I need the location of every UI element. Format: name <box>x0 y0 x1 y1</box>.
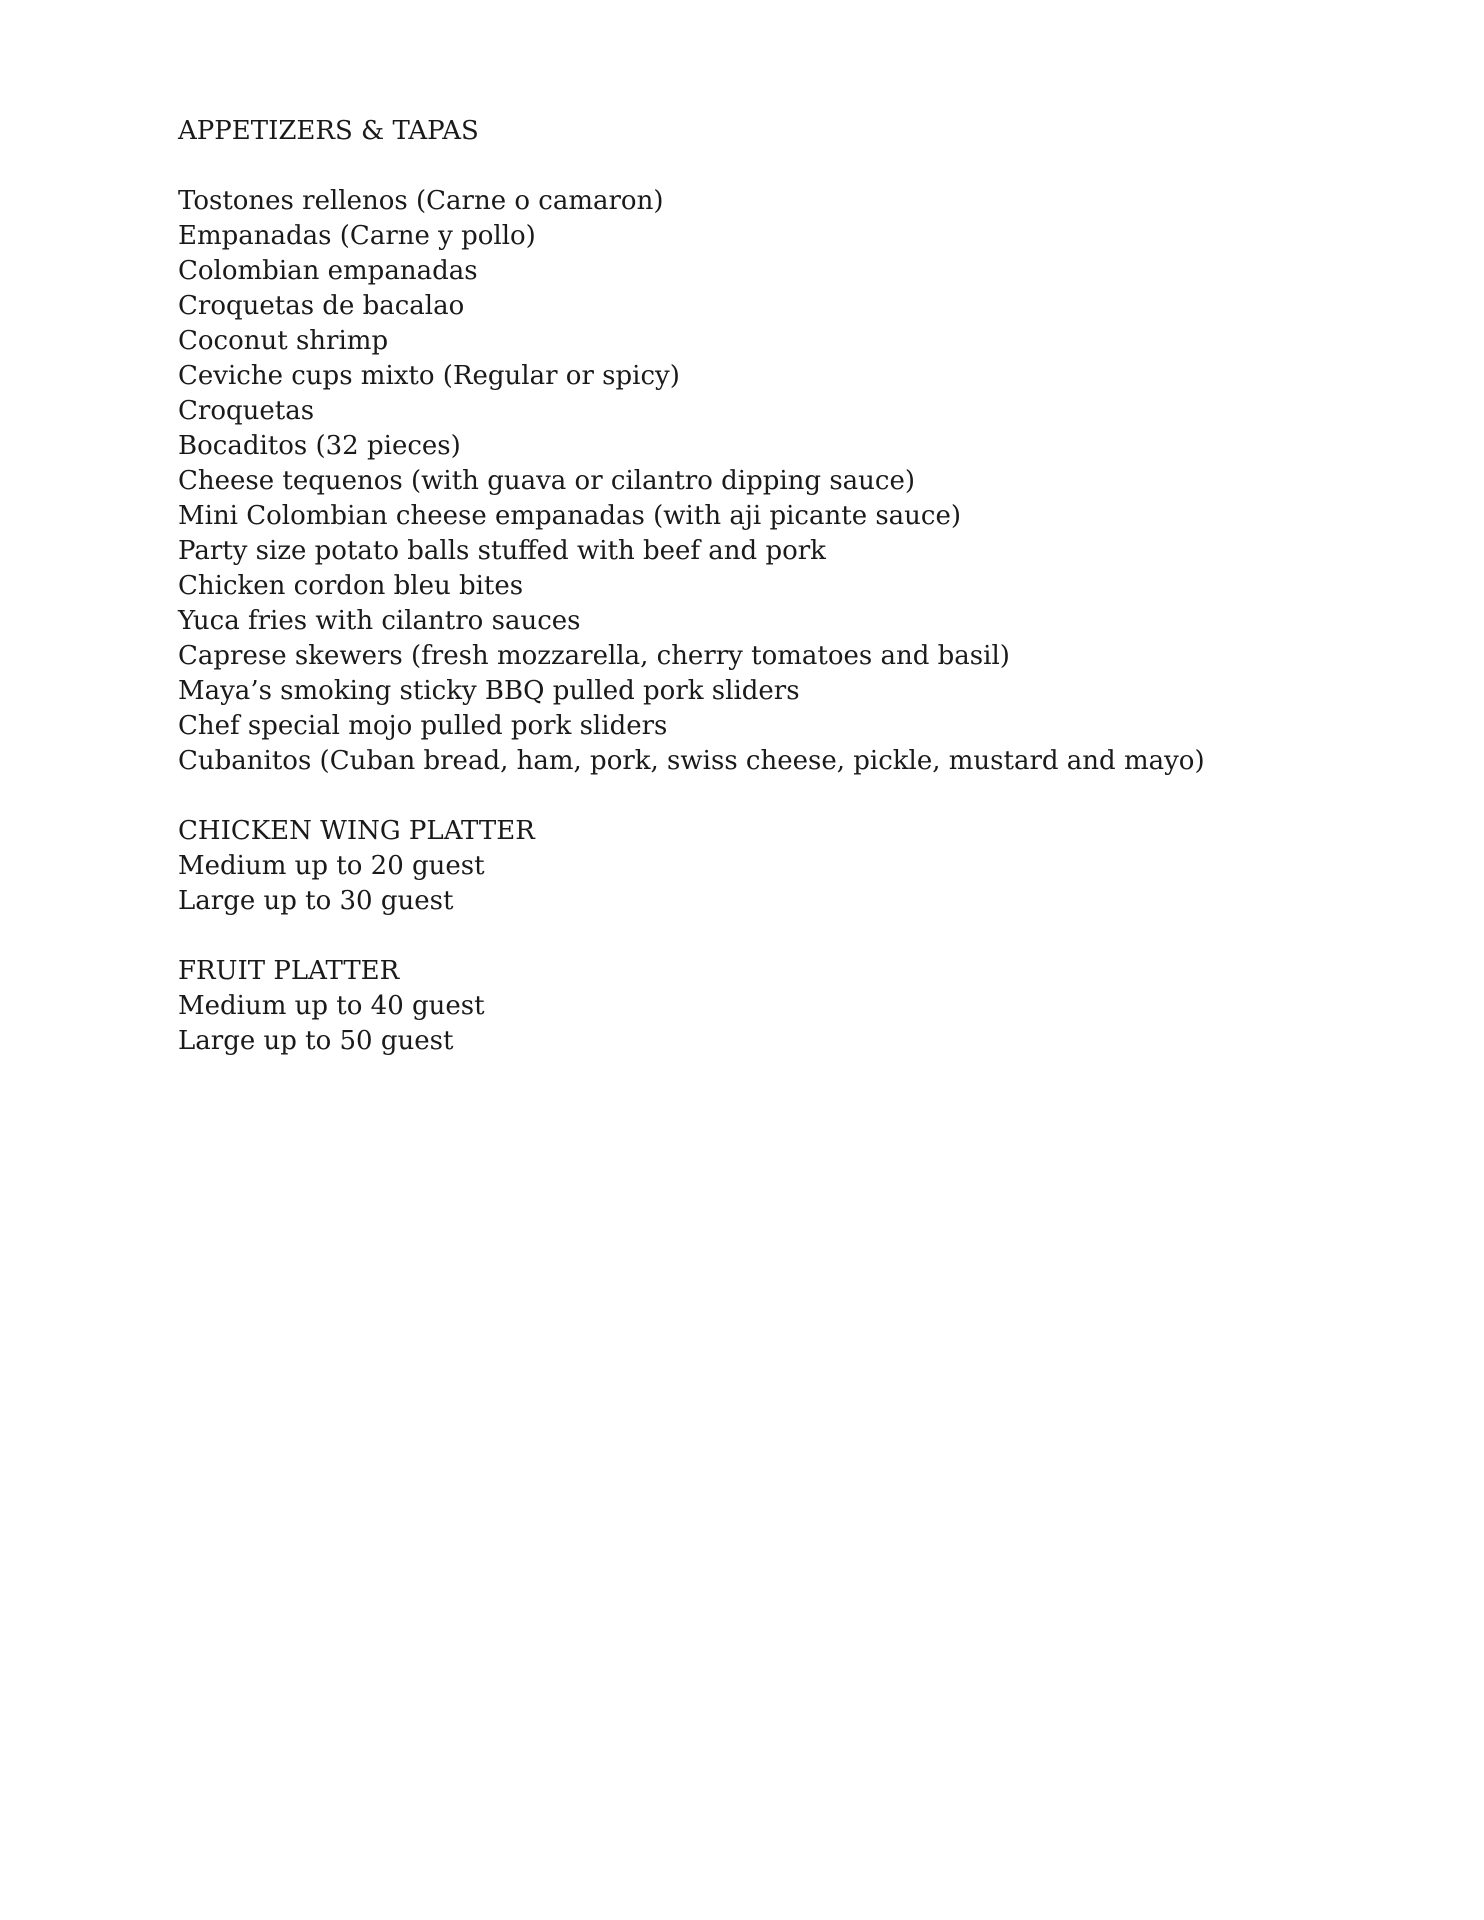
list-item: Cheese tequenos (with guava or cilantro dipping sauce) <box>178 466 916 496</box>
list-item: Chicken cordon bleu bites <box>178 571 524 601</box>
list-item: Croquetas <box>178 396 315 426</box>
list-item: Tostones rellenos (Carne o camaron) <box>178 186 664 216</box>
list-item: Chef special mojo pulled pork sliders <box>178 711 668 741</box>
chicken-wing-platter-list <box>178 849 1398 919</box>
fruit-platter-heading: FRUIT PLATTER <box>178 956 400 986</box>
menu-page <box>178 114 1398 1059</box>
fruit-platter-list <box>178 989 1398 1059</box>
chicken-wing-platter-heading: CHICKEN WING PLATTER <box>178 816 535 846</box>
list-item: Cubanitos (Cuban bread, ham, pork, swiss cheese, pickle, mustard and mayo) <box>178 746 1205 776</box>
list-item: Maya’s smoking sticky BBQ pulled pork sliders <box>178 676 800 706</box>
list-item: Bocaditos (32 pieces) <box>178 431 461 461</box>
list-item: Colombian empanadas <box>178 256 478 286</box>
list-item: Large up to 30 guest <box>178 886 454 916</box>
list-item: Ceviche cups mixto (Regular or spicy) <box>178 361 680 391</box>
list-item: Yuca fries with cilantro sauces <box>178 606 581 636</box>
list-item: Croquetas de bacalao <box>178 291 465 321</box>
list-item: Caprese skewers (fresh mozzarella, cherry tomatoes and basil) <box>178 641 1010 671</box>
list-item: Large up to 50 guest <box>178 1026 454 1056</box>
list-item: Mini Colombian cheese empanadas (with aji picante sauce) <box>178 501 962 531</box>
appetizers-list <box>178 184 1398 779</box>
list-item: Medium up to 40 guest <box>178 991 485 1021</box>
appetizers-heading: APPETIZERS & TAPAS <box>178 116 479 146</box>
appetizers-section <box>178 114 1398 779</box>
list-item: Coconut shrimp <box>178 326 389 356</box>
list-item: Medium up to 20 guest <box>178 851 485 881</box>
chicken-wing-platter-section <box>178 814 1398 919</box>
list-item: Empanadas (Carne y pollo) <box>178 221 536 251</box>
list-item: Party size potato balls stuffed with beef and pork <box>178 536 826 566</box>
fruit-platter-section <box>178 954 1398 1059</box>
